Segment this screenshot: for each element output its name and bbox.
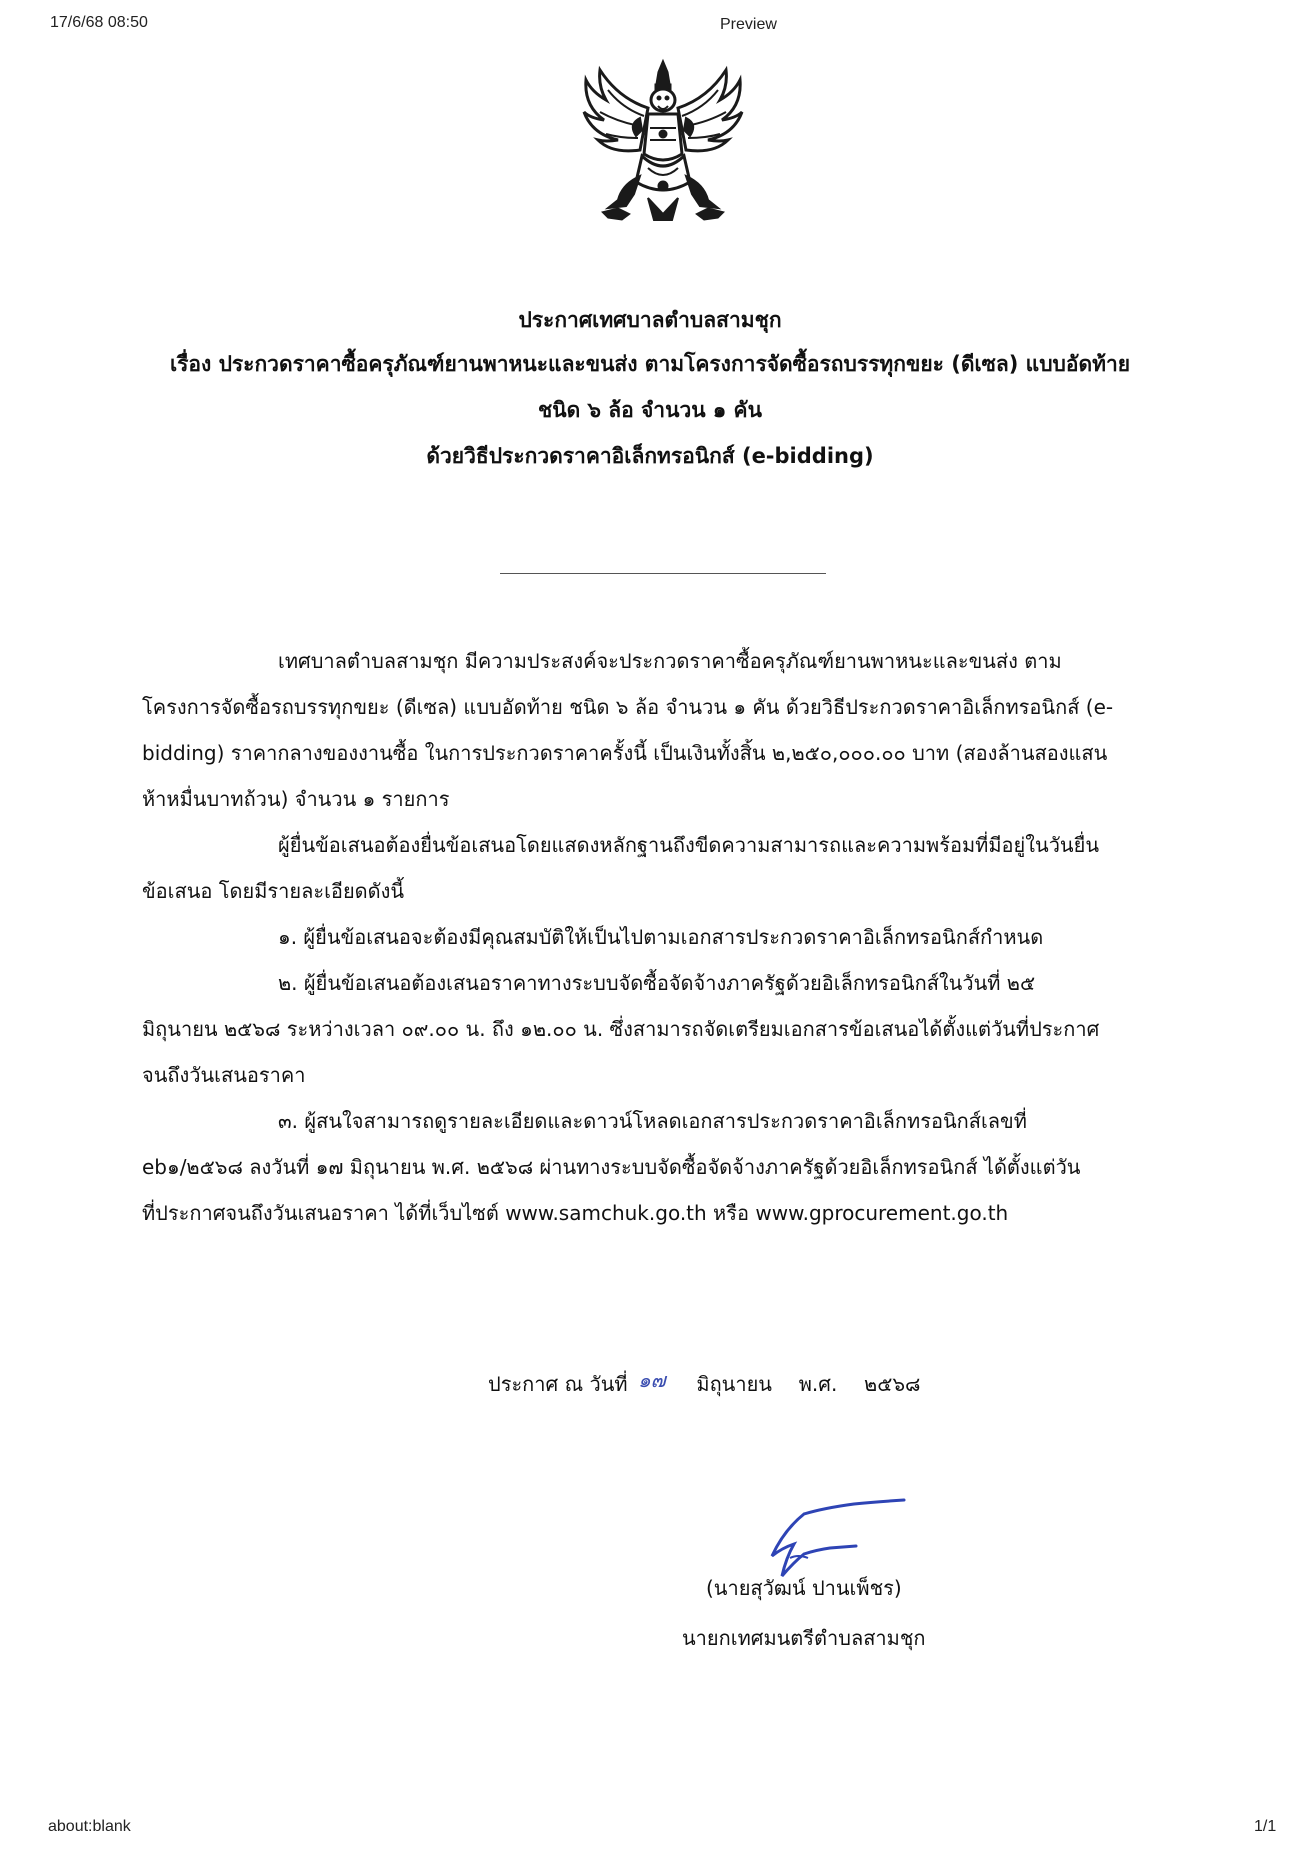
body-line: ข้อเสนอ โดยมีรายละเอียดดังนี้ (142, 879, 405, 903)
announcement-year-prefix: พ.ศ. (798, 1372, 838, 1396)
body-line: ผู้ยื่นข้อเสนอต้องยื่นข้อเสนอโดยแสดงหลักฐานถึงขีดความสามารถและความพร้อมที่มีอยู่ในวันยื่น (278, 833, 1099, 857)
title-line-4: ด้วยวิธีประกวดราคาอิเล็กทรอนิกส์ (e-bidding) (426, 444, 874, 468)
body-line: eb๑/๒๕๖๘ ลงวันที่ ๑๗ มิถุนายน พ.ศ. ๒๕๖๘ ผ่านทางระบบจัดซื้อจัดจ้างภาครัฐด้วยอิเล็กทรอนิกส์ ได้ตั้งแต่วัน (142, 1155, 1081, 1179)
title-line-3: ชนิด ๖ ล้อ จำนวน ๑ คัน (538, 398, 762, 422)
handwritten-day: ๑๗ (637, 1368, 666, 1392)
announcement-prefix: ประกาศ ณ วันที่ (488, 1372, 628, 1396)
print-header-datetime: 17/6/68 08:50 (50, 14, 148, 31)
list-item-1: ๑. ผู้ยื่นข้อเสนอจะต้องมีคุณสมบัติให้เป็นไปตามเอกสารประกวดราคาอิเล็กทรอนิกส์กำหนด (278, 925, 1044, 949)
body-line: จนถึงวันเสนอราคา (142, 1063, 306, 1087)
body-line: ห้าหมื่นบาทถ้วน) จำนวน ๑ รายการ (142, 787, 450, 811)
announcement-year: ๒๕๖๘ (864, 1372, 921, 1396)
print-header-title: Preview (720, 16, 777, 33)
announcement-month: มิถุนายน (696, 1372, 772, 1396)
announcement-date (488, 1368, 920, 1400)
title-line-1: ประกาศเทศบาลตำบลสามชุก (518, 308, 782, 332)
print-footer-url: about:blank (48, 1818, 131, 1835)
body-line: โครงการจัดซื้อรถบรรทุกขยะ (ดีเซล) แบบอัดท้าย ชนิด ๖ ล้อ จำนวน ๑ คัน ด้วยวิธีประกวดราคาอิเล็กทรอนิกส์ (e- (142, 695, 1114, 719)
print-footer-page: 1/1 (1254, 1818, 1277, 1835)
list-item-3: ๓. ผู้สนใจสามารถดูรายละเอียดและดาวน์โหลดเอกสารประกวดราคาอิเล็กทรอนิกส์เลขที่ (278, 1109, 1027, 1133)
body-line: มิถุนายน ๒๕๖๘ ระหว่างเวลา ๐๙.๐๐ น. ถึง ๑๒.๐๐ น. ซึ่งสามารถจัดเตรียมเอกสารข้อเสนอได้ตั้งแต่วันที่ประกาศ (142, 1017, 1100, 1041)
signer-name: (นายสุวัฒน์ ปานเพ็ชร) (706, 1576, 902, 1600)
document-body (142, 638, 1212, 1236)
body-line: เทศบาลตำบลสามชุก มีความประสงค์จะประกวดราคาซื้อครุภัณฑ์ยานพาหนะและขนส่ง ตาม (278, 649, 1062, 673)
title-divider (500, 573, 826, 574)
body-line: bidding) ราคากลางของงานซื้อ ในการประกวดราคาครั้งนี้ เป็นเงินทั้งสิ้น ๒,๒๕๐,๐๐๐.๐๐ บาท (สองล้านสองแสน (142, 741, 1108, 765)
garuda-emblem-icon (578, 58, 748, 236)
signer-title: นายกเทศมนตรีตำบลสามชุก (682, 1626, 926, 1650)
list-item-2: ๒. ผู้ยื่นข้อเสนอต้องเสนอราคาทางระบบจัดซื้อจัดจ้างภาครัฐด้วยอิเล็กทรอนิกส์ในวันที่ ๒๕ (278, 971, 1036, 995)
title-line-2: เรื่อง ประกวดราคาซื้อครุภัณฑ์ยานพาหนะและขนส่ง ตามโครงการจัดซื้อรถบรรทุกขยะ (ดีเซล) แบบอัดท้าย (169, 352, 1131, 376)
document-title (100, 305, 1200, 487)
body-line: ที่ประกาศจนถึงวันเสนอราคา ได้ที่เว็บไซต์ www.samchuk.go.th หรือ www.gprocurement.go.th (142, 1201, 1009, 1225)
